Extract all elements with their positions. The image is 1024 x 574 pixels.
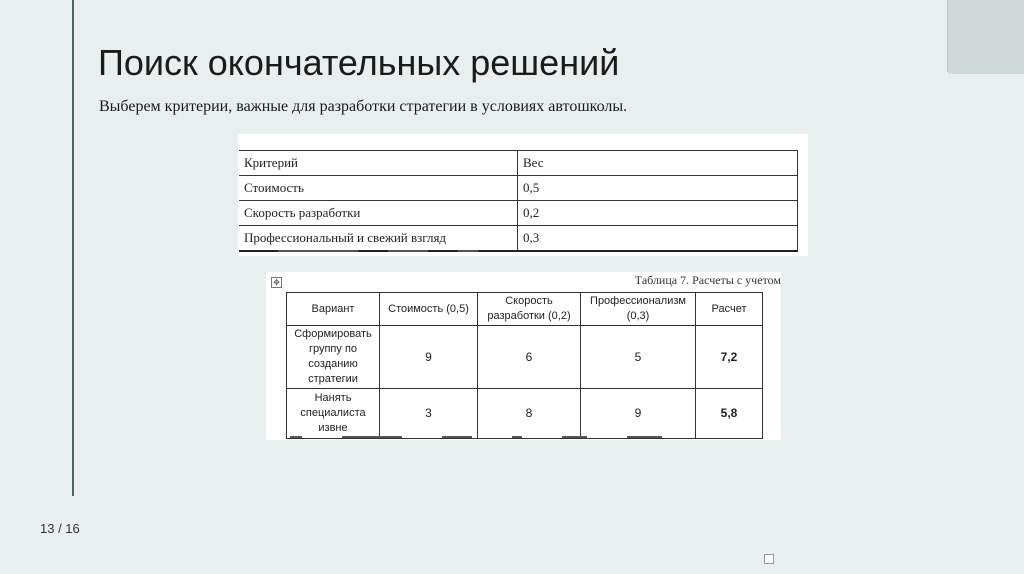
table-row [239,226,798,252]
table-cell: 9 [581,389,696,439]
table-header-row [239,151,798,176]
cropped-text-line [290,436,770,440]
table-cell: Стоимость [239,176,518,201]
header-cell: Расчет [696,293,763,326]
table-cell: Скорость разработки [239,201,518,226]
header-cell: Вариант [287,293,380,326]
table-cell: 5 [581,326,696,389]
table-cell: 3 [380,389,478,439]
table-cell: 8 [478,389,581,439]
table-cell: 6 [478,326,581,389]
table-row [239,176,798,201]
header-cell: Скорость разработки (0,2) [478,293,581,326]
page-number: 13 / 16 [40,521,80,536]
left-vertical-rule [72,0,74,496]
corner-block [948,0,1024,74]
table-row [239,201,798,226]
table-cell: 0,5 [518,176,798,201]
calc-table-image [266,272,781,440]
table-cell: 7,2 [696,326,763,389]
slide-title: Поиск окончательных решений [98,42,620,83]
table-cell: Сформировать группу по созданию стратегии [287,326,380,389]
criteria-table-image [238,134,808,256]
criteria-table [239,150,798,252]
table-row [287,389,763,439]
move-handle-icon: ✥ [271,277,282,288]
calc-table [286,292,763,439]
table-cell: 0,2 [518,201,798,226]
table-cell: Нанять специалиста извне [287,389,380,439]
table-cell: 9 [380,326,478,389]
table-row [287,326,763,389]
header-cell: Критерий [239,151,518,176]
header-cell: Вес [518,151,798,176]
slide-subtitle: Выберем критерии, важные для разработки стратегии в условиях автошколы. [99,98,628,115]
cropped-text-line [278,250,578,256]
scroll-square-icon [764,554,774,564]
table-cell: 5,8 [696,389,763,439]
header-cell: Профессионализм (0,3) [581,293,696,326]
table-caption: Таблица 7. Расчеты с учетом [634,273,781,287]
header-cell: Стоимость (0,5) [380,293,478,326]
table-header-row [287,293,763,326]
table-cell: 0,3 [518,226,798,252]
table-cell: Профессиональный и свежий взгляд [239,226,518,252]
